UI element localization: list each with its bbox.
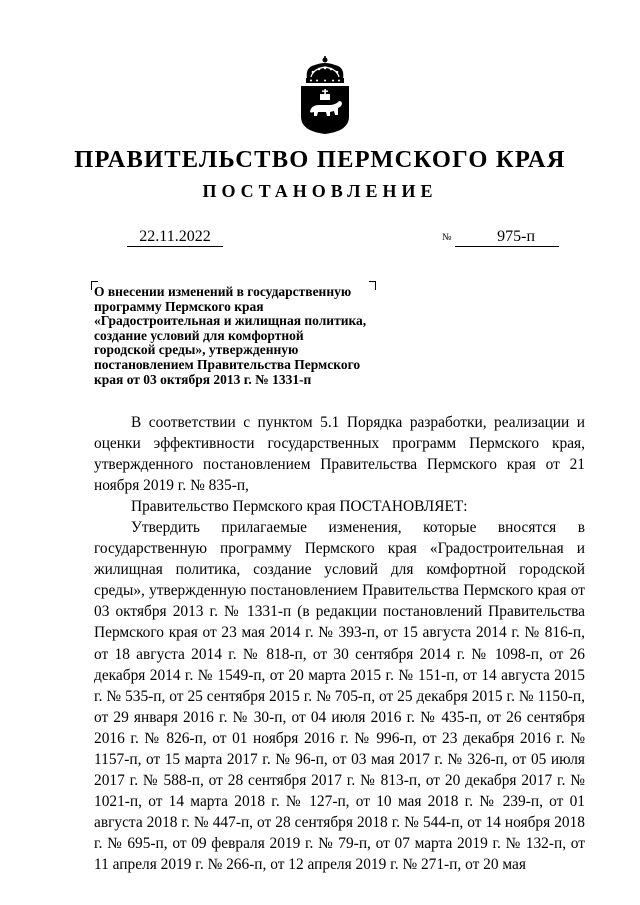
crown-icon (306, 56, 344, 83)
document-body (94, 412, 585, 875)
document-subject (94, 285, 414, 387)
document-date: 22.11.2022 (127, 228, 223, 247)
subject-line: «Градостроительная и жилищная политика, (94, 313, 367, 329)
body-paragraph-resolution: Правительство Пермского края ПОСТАНОВЛЯЕТ: (131, 498, 468, 516)
body-paragraph-basis: В соответствии с пунктом 5.1 Порядка разработки, реализации и оценки эффективности государственных программ Пермского края, утвержденного постановлением Правительства Пермского края от 21 ноября 2019 г. № 835-п, (94, 414, 585, 495)
number-sign: № (442, 232, 452, 243)
subject-line: О внесении изменений в государственную (94, 284, 352, 299)
government-title: ПРАВИТЕЛЬСТВО ПЕРМСКОГО КРАЯ (74, 146, 566, 173)
shield-icon (301, 86, 349, 134)
document-number: 975-п (497, 228, 535, 245)
subject-line: городской среды», утвержденную (94, 342, 299, 358)
subject-line: края от 03 октября 2013 г. № 1331-п (94, 371, 312, 387)
subject-line: программу Пермского края (94, 298, 264, 314)
document-type: ПОСТАНОВЛЕНИЕ (202, 181, 438, 201)
body-paragraph-approval: Утвердить прилагаемые изменения, которые вносятся в государственную программу Пермского края «Градостроительная и жилищная политика, создание условий для комфортной городской среды», утвержденную постановлением Правительства Пермского края от 03 октября 2013 г. № 1331-п (в редакции постановлений Правительства Пермского края от 23 мая 2014 г. № 393-п, от 15 августа 2014 г. № 816-п, от 18 августа 2014 г. № 818-п, от 30 сентября 2014 г. № 1098-п, от 26 декабря 2014 г. № 1549-п, от 20 марта 2015 г. № 151-п, от 14 августа 2015 г. № 535-п, от 25 сентября 2015 г. № 705-п, от 25 декабря 2015 г. № 1150-п, от 29 января 2016 г. № 30-п, от 04 июля 2016 г. № 435-п, от 26 сентября 2016 г. № 826-п, от 01 ноября 2016 г. № 996-п, от 23 декабря 2016 г. № 1157-п, от 15 марта 2017 г. № 96-п, от 03 мая 2017 г. № 326-п, от 05 июля 2017 г. № 588-п, от 28 сентября 2017 г. № 813-п, от 20 декабря 2017 г. № 1021-п, от 14 марта 2018 г. № 127-п, от 10 мая 2018 г. № 239-п, от 01 августа 2018 г. № 447-п, от 28 сентября 2018 г. № 544-п, от 14 ноября 2018 г. № 695-п, от 09 февраля 2019 г. № 79-п, от 07 марта 2019 г. № 132-п, от 11 апреля 2019 г. № 266-п, от 12 апреля 2019 г. № 271-п, от 20 мая (94, 519, 585, 873)
document-number-field (455, 228, 559, 247)
subject-line: создание условий для комфортной (94, 327, 304, 343)
coat-of-arms-icon (297, 55, 353, 135)
subject-line: постановлением Правительства Пермского (94, 356, 361, 372)
